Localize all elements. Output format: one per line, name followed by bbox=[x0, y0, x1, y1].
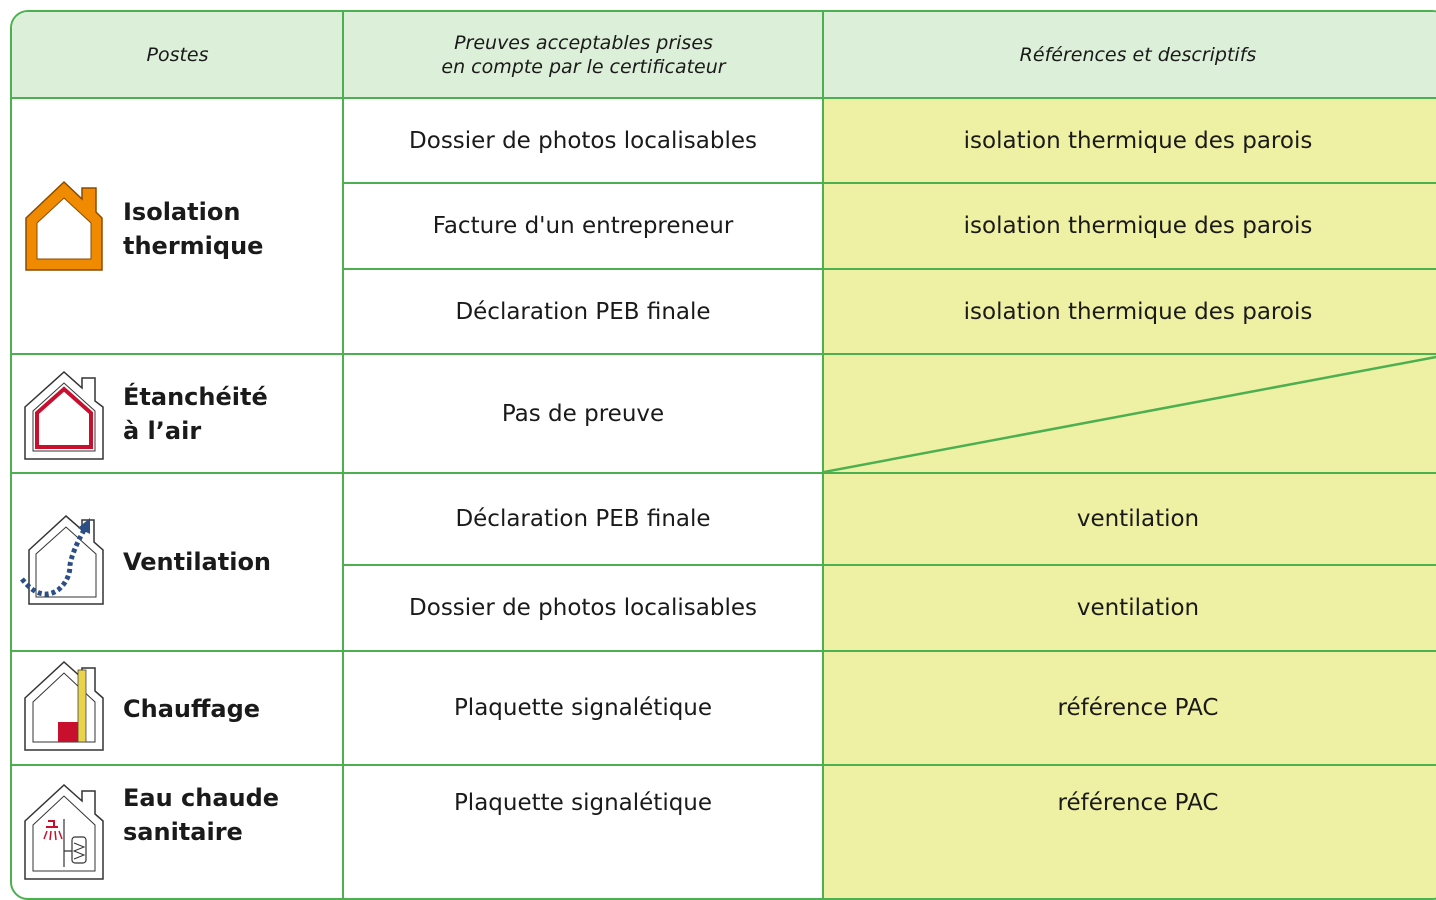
poste-chauffage bbox=[12, 652, 342, 764]
reference-cell bbox=[824, 270, 1436, 354]
proof-cell bbox=[343, 99, 823, 183]
reference-text: référence PAC bbox=[1057, 695, 1219, 721]
reference-cell bbox=[824, 766, 1436, 898]
house-orange-insulation-icon bbox=[20, 178, 108, 274]
proof-text: Déclaration PEB finale bbox=[455, 506, 711, 532]
proof-text: Pas de preuve bbox=[501, 400, 665, 427]
proof-cell bbox=[343, 566, 823, 650]
poste-isolation bbox=[12, 99, 342, 353]
header-proofs-line2: en compte par le certificateur bbox=[441, 55, 726, 78]
reference-text: isolation thermique des parois bbox=[963, 213, 1313, 239]
reference-cell bbox=[824, 99, 1436, 183]
header-proofs-line1: Preuves acceptables prises bbox=[454, 31, 713, 54]
reference-cell bbox=[824, 474, 1436, 564]
proof-cell bbox=[343, 474, 823, 564]
poste-label-line1: Eau chaude bbox=[123, 784, 280, 812]
proof-text: Dossier de photos localisables bbox=[409, 595, 757, 621]
proof-cell bbox=[343, 355, 823, 472]
house-heating-icon bbox=[20, 658, 108, 752]
proof-cell bbox=[343, 184, 823, 268]
poste-label-line2: thermique bbox=[123, 232, 264, 260]
header-references bbox=[824, 12, 1436, 97]
house-red-airtightness-icon bbox=[20, 369, 108, 463]
reference-cell bbox=[824, 184, 1436, 268]
header-proofs bbox=[343, 12, 824, 97]
empty-cell-diagonal bbox=[824, 354, 1436, 472]
poste-label-line1: Ventilation bbox=[123, 548, 272, 576]
proof-text: Plaquette signalétique bbox=[453, 695, 713, 721]
header-postes-label: Postes bbox=[146, 43, 209, 66]
poste-label-line2: sanitaire bbox=[123, 818, 243, 846]
poste-etancheite bbox=[12, 355, 342, 472]
reference-text: isolation thermique des parois bbox=[963, 299, 1313, 325]
poste-label-line2: à l’air bbox=[123, 417, 202, 445]
reference-text: ventilation bbox=[1076, 595, 1200, 621]
table-frame bbox=[10, 10, 1436, 900]
reference-text: isolation thermique des parois bbox=[963, 128, 1313, 154]
proof-text: Dossier de photos localisables bbox=[409, 128, 757, 154]
poste-ventilation bbox=[12, 474, 342, 650]
reference-cell bbox=[824, 566, 1436, 650]
header-references-label: Références et descriptifs bbox=[1019, 43, 1257, 66]
reference-text: ventilation bbox=[1076, 506, 1200, 532]
poste-eau-chaude bbox=[12, 766, 342, 898]
proof-cell bbox=[343, 652, 823, 764]
proof-text: Plaquette signalétique bbox=[453, 790, 713, 816]
proof-cell bbox=[343, 270, 823, 354]
reference-cell bbox=[824, 652, 1436, 764]
proof-text: Déclaration PEB finale bbox=[455, 299, 711, 325]
reference-text: référence PAC bbox=[1057, 790, 1219, 816]
house-hot-water-icon bbox=[20, 781, 108, 881]
proof-cell bbox=[343, 766, 823, 898]
poste-label-line1: Isolation bbox=[123, 198, 241, 226]
house-ventilation-arrow-icon bbox=[20, 510, 112, 610]
poste-label-line1: Chauffage bbox=[123, 695, 261, 723]
proof-text: Facture d'un entrepreneur bbox=[432, 213, 734, 239]
header-postes bbox=[12, 12, 343, 97]
poste-label-line1: Étanchéité bbox=[123, 383, 268, 411]
